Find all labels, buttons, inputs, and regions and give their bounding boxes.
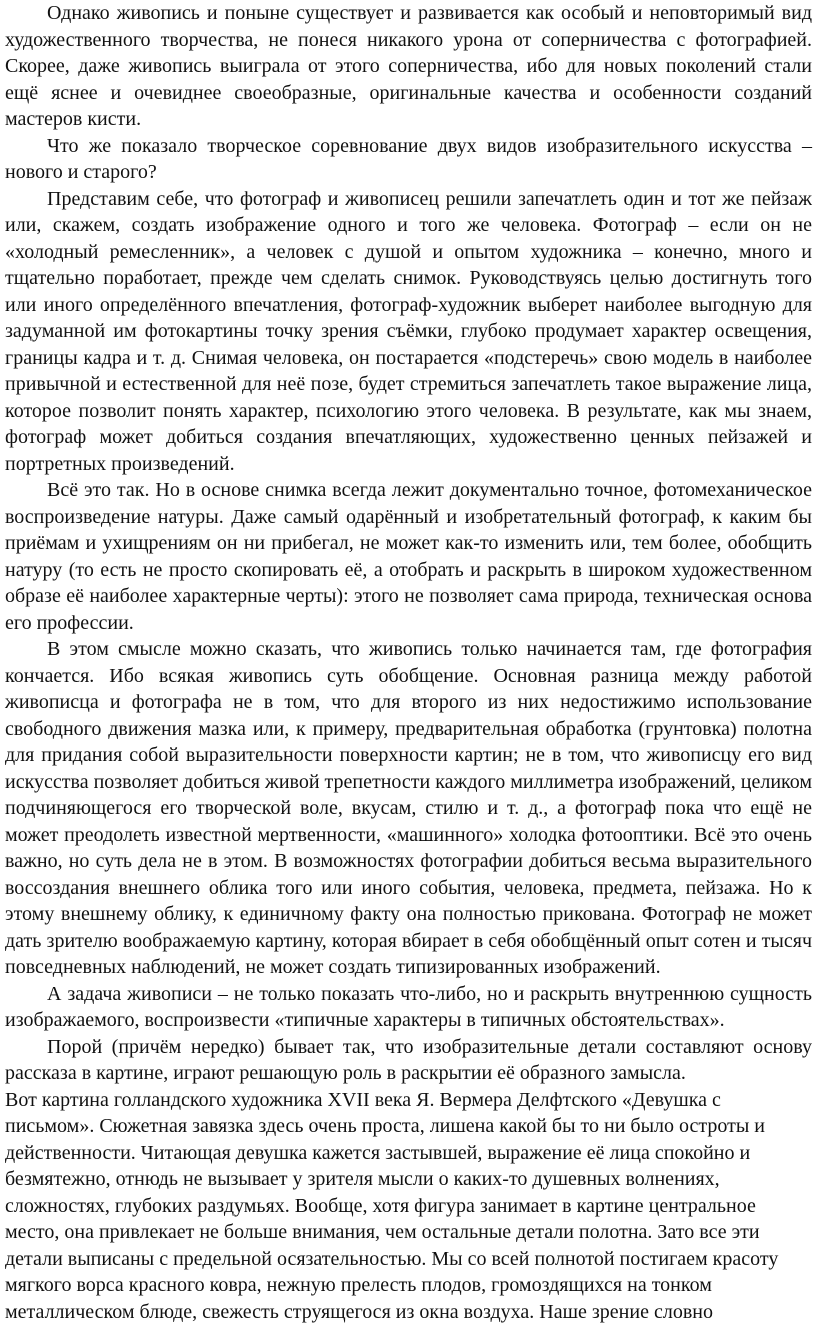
paragraph-task-of-painting: А задача живописи – не только показать что-либо, но и раскрыть внутреннюю сущность изображаемого, воспроизвести «типичные характеры в типичных обстоятельствах». xyxy=(5,981,812,1034)
paragraph-painting-begins: В этом смысле можно сказать, что живопись только начинается там, где фотография кончается. Ибо всякая живопись суть обобщение. Основная разница между работой живописца и фотографа не в том, что для второго из них недостижимо использование свободного движения мазка или, к примеру, предварительная обработка (грунтовка) полотна для придания собой выразительности поверхности картин; не в том, что живописцу его вид искусства позволяет добиться живой трепетности каждого миллиметра изображений, целиком подчиняющегося его творческой воле, вкусам, стилю и т. д., а фотограф пока что ещё не может преодолеть известной мертвенности, «машинного» холодка фотооптики. Всё это очень важно, но суть дела не в этом. В возможностях фотографии добиться весьма выразительного воссоздания внешнего облика того или иного события, человека, предмета, пейзажа. Но к этому внешнему облику, к единичному факту она полностью прикована. Фотограф не может дать зрителю воображаемую картину, которая вбирает в себя обобщённый опыт сотен и тысяч повседневных наблюдений, не может создать типизированных изображений. xyxy=(5,636,812,981)
paragraph-photographer-and-painter: Представим себе, что фотограф и живописец решили запечатлеть один и тот же пейзаж или, скажем, создать изображение одного и того же человека. Фотограф – если он не «холодный ремесленник», а человек с душой и опытом художника – конечно, много и тщательно поработает, прежде чем сделать снимок. Руководствуясь целью достигнуть того или иного определённого впечатления, фотограф-художник выберет наиболее выгодную для задуманной им фотокартины точку зрения съёмки, глубоко продумает характер освещения, границы кадра и т. д. Снимая человека, он постарается «подстеречь» свою модель в наиболее привычной и естественной для неё позе, будет стремиться запечатлеть такое выражение лица, которое позволит понять характер, психологию этого человека. В результате, как мы знаем, фотограф может добиться создания впечатляющих, художественно ценных пейзажей и портретных произведений. xyxy=(5,186,812,478)
paragraph-vermeer-example: Вот картина голландского художника XVII века Я. Вермера Делфтского «Девушка с письмом». Сюжетная завязка здесь очень проста, лишена какой бы то ни было остроты и действенности. Читающая девушка кажется застывшей, выражение её лица спокойно и безмятежно, отнюдь не вызывает у зрителя мысли о каких-то душевных волнениях, сложностях, глубоких раздумьях. Вообще, хотя фигура занимает в картине центральное место, она привлекает не больше внимания, чем остальные детали полотна. Зато все эти детали выписаны с предельной осязательностью. Мы со всей полнотой постигаем красоту мягкого ворса красного ковра, нежную прелесть плодов, громоздящихся на тонком металлическом блюде, свежесть струящегося из окна воздуха. Наше зрение словно xyxy=(5,1087,812,1325)
paragraph-details-role: Порой (причём нередко) бывает так, что изобразительные детали составляют основу рассказа в картине, играют решающую роль в раскрытии её образного замысла. xyxy=(5,1034,812,1087)
paragraph-photo-basis: Всё это так. Но в основе снимка всегда лежит документально точное, фотомеханическое воспроизведение натуры. Даже самый одарённый и изобретательный фотограф, к каким бы приёмам и ухищрениям он ни прибегал, не может как-то изменить или, тем более, обобщить натуру (то есть не просто скопировать её, а отобрать и раскрыть в широком художественном образе её наиболее характерные черты): этого не позволяет сама природа, техническая основа его профессии. xyxy=(5,477,812,636)
paragraph-question: Что же показало творческое соревнование двух видов изобразительного искусства – нового и старого? xyxy=(5,133,812,186)
paragraph-painting-survives: Однако живопись и поныне существует и развивается как особый и неповторимый вид художественного творчества, не понеся никакого урона от соперничества с фотографией. Скорее, даже живопись выиграла от этого соперничества, ибо для новых поколений стали ещё яснее и очевиднее своеобразные, оригинальные качества и особенности созданий мастеров кисти. xyxy=(5,0,812,133)
